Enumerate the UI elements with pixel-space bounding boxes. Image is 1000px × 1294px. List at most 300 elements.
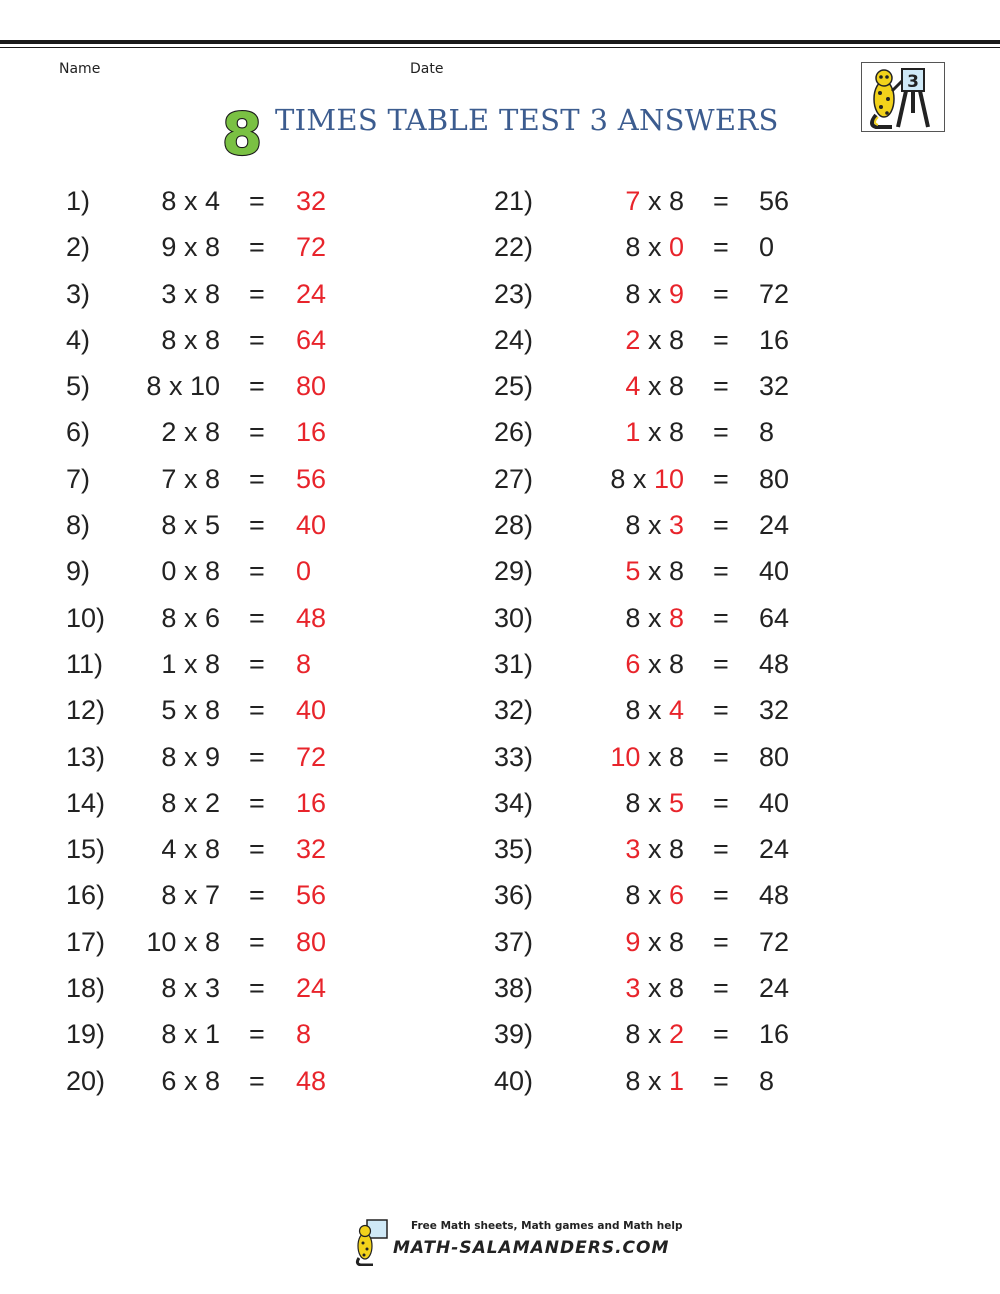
factor-a: 3 [161, 278, 177, 309]
multiplication-expression [558, 834, 684, 865]
multiplication-expression [106, 325, 220, 356]
equals-sign: = [249, 880, 265, 911]
multiplication-expression [106, 186, 220, 217]
factor-a: 8 [625, 880, 641, 911]
factor-b: 8 [204, 556, 220, 587]
footer-logo [353, 1218, 683, 1266]
multiplication-expression [558, 556, 684, 587]
question-row [66, 182, 506, 228]
equals-sign: = [713, 602, 729, 633]
times-symbol: x [183, 324, 198, 355]
question-row [494, 182, 934, 228]
times-symbol: x [647, 556, 662, 587]
multiplication-expression [558, 603, 684, 634]
question-row [66, 506, 506, 552]
times-symbol: x [183, 1019, 198, 1050]
answer-value: 24 [759, 510, 790, 541]
equals-sign: = [249, 463, 265, 494]
answer-value: 24 [759, 834, 790, 865]
question-number: 37) [494, 926, 534, 957]
factor-a: 8 [161, 324, 177, 355]
answer-value: 16 [296, 417, 327, 448]
factor-a: 8 [625, 278, 641, 309]
multiplication-expression [106, 510, 220, 541]
question-number: 1) [66, 186, 91, 216]
multiplication-expression [106, 973, 220, 1004]
answer-value: 40 [296, 695, 327, 726]
multiplication-expression [106, 232, 220, 263]
equals-sign: = [249, 741, 265, 772]
factor-b: 4 [204, 186, 220, 216]
multiplication-expression [558, 927, 684, 958]
multiplication-expression [106, 742, 220, 773]
equals-sign: = [249, 1019, 265, 1050]
factor-a: 9 [161, 232, 177, 263]
equals-sign: = [713, 648, 729, 679]
factor-a: 8 [610, 463, 626, 494]
factor-b: 2 [204, 787, 220, 818]
question-number: 20) [66, 1065, 106, 1096]
factor-a: 8 [625, 1065, 641, 1096]
equals-sign: = [249, 834, 265, 865]
answer-value: 56 [759, 186, 790, 216]
header-rule-thin [0, 47, 1000, 48]
equals-sign: = [713, 926, 729, 957]
question-row [494, 1062, 934, 1108]
question-row [66, 645, 506, 691]
equals-sign: = [713, 556, 729, 587]
factor-b: 8 [204, 926, 220, 957]
equals-sign: = [713, 186, 729, 216]
equals-sign: = [713, 880, 729, 911]
times-symbol: x [647, 510, 662, 541]
answer-value: 8 [759, 1065, 775, 1096]
question-number: 38) [494, 973, 534, 1004]
answer-value: 48 [296, 1065, 327, 1096]
times-symbol: x [647, 186, 662, 216]
multiplication-expression [106, 556, 220, 587]
factor-b: 8 [204, 1065, 220, 1096]
equals-sign: = [713, 741, 729, 772]
salamander-logo [861, 62, 945, 132]
times-symbol: x [183, 417, 198, 448]
answer-value: 32 [759, 695, 790, 726]
answer-value: 48 [296, 602, 327, 633]
question-row [66, 367, 506, 413]
question-row [494, 367, 934, 413]
factor-a: 8 [161, 973, 177, 1004]
question-number: 2) [66, 232, 91, 263]
question-row [494, 599, 934, 645]
question-number: 4) [66, 324, 91, 355]
times-symbol: x [183, 741, 198, 772]
factor-a: 8 [146, 371, 162, 402]
equals-sign: = [249, 973, 265, 1004]
question-number: 36) [494, 880, 534, 911]
question-row [494, 460, 934, 506]
factor-b: 8 [204, 834, 220, 865]
factor-b: 8 [204, 463, 220, 494]
question-number: 33) [494, 741, 534, 772]
factor-b: 5 [204, 510, 220, 541]
times-symbol: x [183, 648, 198, 679]
question-number: 40) [494, 1065, 534, 1096]
answer-value: 56 [296, 880, 327, 911]
equals-sign: = [249, 186, 265, 216]
answer-value: 40 [759, 556, 790, 587]
question-row [494, 645, 934, 691]
factor-b: 8 [204, 417, 220, 448]
answer-value: 56 [296, 463, 327, 494]
question-number: 39) [494, 1019, 534, 1050]
answer-value: 72 [759, 926, 790, 957]
factor-a: 8 [625, 232, 641, 263]
question-row [494, 830, 934, 876]
factor-a: 8 [625, 602, 641, 633]
answer-value: 24 [759, 973, 790, 1004]
multiplication-expression [106, 788, 220, 819]
question-number: 11) [66, 648, 104, 679]
question-number: 3) [66, 278, 91, 309]
footer-tagline: Free Math sheets, Math games and Math help [411, 1220, 683, 1232]
factor-b: 8 [668, 834, 684, 865]
question-number: 7) [66, 463, 91, 494]
question-number: 12) [66, 695, 106, 726]
times-symbol: x [183, 510, 198, 541]
multiplication-expression [106, 695, 220, 726]
equals-sign: = [713, 695, 729, 726]
equals-sign: = [249, 371, 265, 402]
equals-sign: = [249, 787, 265, 818]
factor-b: 8 [204, 278, 220, 309]
multiplication-expression [106, 464, 220, 495]
big-digit-eight [222, 100, 262, 160]
times-symbol: x [647, 278, 662, 309]
question-number: 8) [66, 510, 91, 541]
salamander-icon [862, 63, 944, 131]
factor-a: 0 [161, 556, 177, 587]
equals-sign: = [713, 232, 729, 263]
footer-salamander-icon [353, 1218, 393, 1266]
factor-a: 1 [625, 417, 641, 448]
multiplication-expression [106, 880, 220, 911]
times-symbol: x [183, 463, 198, 494]
equals-sign: = [713, 787, 729, 818]
answer-value: 24 [296, 278, 327, 309]
question-number: 25) [494, 371, 534, 402]
question-number: 23) [494, 278, 534, 309]
times-symbol: x [183, 926, 198, 957]
factor-b: 8 [668, 324, 684, 355]
answer-value: 32 [759, 371, 790, 402]
question-number: 18) [66, 973, 106, 1004]
factor-b: 8 [668, 926, 684, 957]
equals-sign: = [713, 417, 729, 448]
multiplication-expression [106, 603, 220, 634]
equals-sign: = [249, 1065, 265, 1096]
factor-a: 10 [610, 741, 641, 772]
times-symbol: x [647, 648, 662, 679]
factor-a: 8 [161, 741, 177, 772]
questions-column-right [494, 182, 934, 1108]
question-row [66, 228, 506, 274]
svg-text:8: 8 [222, 100, 262, 160]
factor-a: 4 [161, 834, 177, 865]
factor-a: 2 [625, 324, 641, 355]
multiplication-expression [558, 186, 684, 217]
factor-a: 8 [161, 602, 177, 633]
factor-b: 3 [668, 510, 684, 541]
times-symbol: x [168, 371, 183, 402]
multiplication-expression [558, 742, 684, 773]
factor-a: 6 [625, 648, 641, 679]
question-number: 32) [494, 695, 534, 726]
question-number: 22) [494, 232, 534, 263]
times-symbol: x [647, 834, 662, 865]
question-row [66, 876, 506, 922]
question-number: 13) [66, 741, 106, 772]
question-number: 15) [66, 834, 106, 865]
factor-a: 5 [625, 556, 641, 587]
times-symbol: x [647, 695, 662, 726]
times-symbol: x [183, 1065, 198, 1096]
footer-brand: MATH-SALAMANDERS.COM [393, 1238, 670, 1258]
factor-b: 8 [668, 973, 684, 1004]
question-row [494, 321, 934, 367]
question-row [494, 552, 934, 598]
question-row [494, 275, 934, 321]
equals-sign: = [249, 926, 265, 957]
equals-sign: = [713, 463, 729, 494]
factor-a: 5 [161, 695, 177, 726]
factor-a: 2 [161, 417, 177, 448]
answer-value: 48 [759, 648, 790, 679]
question-number: 30) [494, 602, 534, 633]
factor-a: 8 [625, 510, 641, 541]
question-number: 34) [494, 787, 534, 818]
times-symbol: x [183, 556, 198, 587]
question-row [66, 321, 506, 367]
factor-a: 10 [146, 926, 177, 957]
question-number: 5) [66, 371, 91, 402]
answer-value: 72 [759, 278, 790, 309]
equals-sign: = [713, 1019, 729, 1050]
factor-a: 8 [161, 787, 177, 818]
question-row [494, 876, 934, 922]
factor-a: 7 [161, 463, 177, 494]
multiplication-expression [558, 232, 684, 263]
equals-sign: = [713, 510, 729, 541]
factor-a: 1 [161, 648, 177, 679]
factor-b: 6 [668, 880, 684, 911]
times-symbol: x [647, 417, 662, 448]
times-symbol: x [647, 741, 662, 772]
factor-b: 8 [668, 371, 684, 402]
answer-value: 72 [296, 741, 327, 772]
question-number: 16) [66, 880, 106, 911]
question-row [66, 830, 506, 876]
multiplication-expression [106, 371, 220, 402]
question-row [494, 923, 934, 969]
equals-sign: = [713, 834, 729, 865]
times-symbol: x [647, 1019, 662, 1050]
multiplication-expression [558, 788, 684, 819]
question-row [66, 413, 506, 459]
times-symbol: x [183, 186, 198, 216]
answer-value: 16 [759, 324, 790, 355]
equals-sign: = [249, 602, 265, 633]
answer-value: 16 [759, 1019, 790, 1050]
times-symbol: x [647, 602, 662, 633]
question-row [66, 460, 506, 506]
multiplication-expression [106, 417, 220, 448]
factor-b: 0 [668, 232, 684, 263]
question-row [494, 784, 934, 830]
answer-value: 8 [296, 1019, 312, 1050]
logo-number: 3 [907, 72, 919, 92]
times-symbol: x [183, 834, 198, 865]
multiplication-expression [106, 1066, 220, 1097]
header-rule-thick [0, 40, 1000, 44]
questions-column-left [66, 182, 506, 1108]
factor-b: 8 [668, 602, 684, 633]
question-row [66, 923, 506, 969]
factor-b: 8 [204, 695, 220, 726]
question-number: 28) [494, 510, 534, 541]
factor-a: 8 [161, 1019, 177, 1050]
factor-a: 8 [161, 510, 177, 541]
multiplication-expression [558, 1066, 684, 1097]
question-row [66, 1062, 506, 1108]
question-row [494, 738, 934, 784]
factor-b: 10 [189, 371, 220, 402]
times-symbol: x [647, 232, 662, 263]
multiplication-expression [106, 834, 220, 865]
equals-sign: = [249, 324, 265, 355]
factor-a: 6 [161, 1065, 177, 1096]
answer-value: 0 [296, 556, 312, 587]
times-symbol: x [647, 324, 662, 355]
answer-value: 80 [759, 741, 790, 772]
multiplication-expression [558, 695, 684, 726]
times-symbol: x [647, 787, 662, 818]
factor-a: 7 [625, 186, 641, 216]
times-symbol: x [647, 926, 662, 957]
times-symbol: x [647, 973, 662, 1004]
times-symbol: x [183, 973, 198, 1004]
answer-value: 64 [296, 324, 327, 355]
equals-sign: = [713, 324, 729, 355]
answer-value: 32 [296, 186, 327, 216]
question-number: 29) [494, 556, 534, 587]
answer-value: 48 [759, 880, 790, 911]
answer-value: 80 [759, 463, 790, 494]
answer-value: 8 [296, 648, 312, 679]
multiplication-expression [106, 279, 220, 310]
question-row [66, 784, 506, 830]
question-row [494, 228, 934, 274]
factor-b: 3 [204, 973, 220, 1004]
name-label: Name [59, 61, 101, 77]
times-symbol: x [183, 880, 198, 911]
question-row [66, 738, 506, 784]
equals-sign: = [249, 556, 265, 587]
equals-sign: = [249, 278, 265, 309]
equals-sign: = [249, 510, 265, 541]
multiplication-expression [106, 649, 220, 680]
answer-value: 0 [759, 232, 775, 263]
factor-a: 8 [625, 1019, 641, 1050]
factor-b: 10 [653, 463, 684, 494]
equals-sign: = [713, 371, 729, 402]
question-row [494, 969, 934, 1015]
multiplication-expression [558, 417, 684, 448]
question-row [494, 691, 934, 737]
multiplication-expression [558, 371, 684, 402]
multiplication-expression [558, 325, 684, 356]
question-row [66, 691, 506, 737]
question-row [66, 1015, 506, 1061]
question-row [494, 413, 934, 459]
multiplication-expression [558, 880, 684, 911]
question-number: 9) [66, 556, 91, 587]
question-number: 10) [66, 602, 106, 633]
times-symbol: x [647, 1065, 662, 1096]
factor-b: 2 [668, 1019, 684, 1050]
factor-b: 9 [204, 741, 220, 772]
answer-value: 80 [296, 371, 327, 402]
factor-b: 8 [204, 324, 220, 355]
factor-b: 6 [204, 602, 220, 633]
equals-sign: = [713, 1065, 729, 1096]
answer-value: 64 [759, 602, 790, 633]
factor-b: 5 [668, 787, 684, 818]
equals-sign: = [249, 648, 265, 679]
factor-b: 1 [204, 1019, 220, 1050]
multiplication-expression [106, 927, 220, 958]
multiplication-expression [558, 464, 684, 495]
factor-b: 8 [204, 232, 220, 263]
question-number: 35) [494, 834, 534, 865]
equals-sign: = [249, 232, 265, 263]
question-number: 31) [494, 648, 534, 679]
factor-b: 1 [668, 1065, 684, 1096]
factor-b: 4 [668, 695, 684, 726]
page-title: TIMES TABLE TEST 3 ANSWERS [275, 103, 779, 137]
question-number: 26) [494, 417, 534, 448]
equals-sign: = [713, 973, 729, 1004]
equals-sign: = [713, 278, 729, 309]
answer-value: 40 [296, 510, 327, 541]
question-number: 6) [66, 417, 91, 448]
question-row [66, 552, 506, 598]
question-number: 14) [66, 787, 106, 818]
question-number: 21) [494, 186, 534, 216]
times-symbol: x [632, 463, 647, 494]
times-symbol: x [183, 787, 198, 818]
times-symbol: x [183, 278, 198, 309]
factor-b: 8 [668, 741, 684, 772]
multiplication-expression [106, 1019, 220, 1050]
factor-a: 8 [161, 880, 177, 911]
factor-a: 8 [625, 787, 641, 818]
factor-a: 3 [625, 834, 641, 865]
date-label: Date [410, 61, 444, 77]
multiplication-expression [558, 973, 684, 1004]
question-row [494, 506, 934, 552]
times-symbol: x [183, 695, 198, 726]
factor-b: 8 [668, 556, 684, 587]
